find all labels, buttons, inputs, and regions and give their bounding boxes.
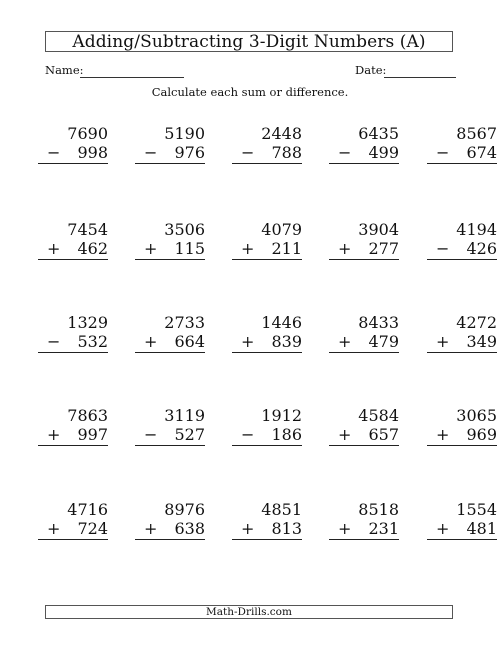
problem [135,313,205,353]
problem-bottom-row [427,519,497,540]
problem-top-number: 3119 [164,406,205,425]
problem-bottom-number: 638 [174,519,205,538]
minus-sign: − [47,332,61,351]
problem-bottom-number: 657 [368,425,399,444]
plus-sign: + [436,519,450,538]
problem-bottom-number: 115 [174,239,205,258]
name-label: Name: [45,63,84,77]
problem-bottom-row [38,519,108,540]
instructions: Calculate each sum or difference. [151,85,349,99]
problem [232,500,302,540]
problem [329,500,399,540]
problem-top-number: 7690 [67,124,108,143]
problem-bottom-row [329,332,399,353]
problem-bottom-row [38,332,108,353]
problem-bottom-number: 186 [271,425,302,444]
problem [427,220,497,260]
problem-bottom-row [329,425,399,446]
minus-sign: − [144,425,158,444]
problem-top-number: 5190 [164,124,205,143]
problem [427,124,497,164]
minus-sign: − [47,143,61,162]
minus-sign: − [436,143,450,162]
plus-sign: + [338,425,352,444]
minus-sign: − [338,143,352,162]
problem-bottom-number: 462 [77,239,108,258]
problem-bottom-row [232,239,302,260]
problem-bottom-number: 481 [466,519,497,538]
problem-bottom-number: 499 [368,143,399,162]
problem-top-number: 4194 [456,220,497,239]
problem-top-number: 3065 [456,406,497,425]
problem [232,220,302,260]
plus-sign: + [241,332,255,351]
problem-bottom-number: 998 [77,143,108,162]
problem [232,406,302,446]
problem-bottom-number: 969 [466,425,497,444]
problem [329,220,399,260]
minus-sign: − [144,143,158,162]
problem-top-number: 4079 [261,220,302,239]
problem-top-number: 2448 [261,124,302,143]
problem-bottom-number: 976 [174,143,205,162]
problem-bottom-row [135,239,205,260]
problem-top-number: 7454 [67,220,108,239]
problem [135,500,205,540]
problem-bottom-number: 664 [174,332,205,351]
worksheet-title: Adding/Subtracting 3-Digit Numbers (A) [45,31,453,52]
problem-bottom-number: 426 [466,239,497,258]
problem-top-number: 7863 [67,406,108,425]
problem [38,124,108,164]
plus-sign: + [144,332,158,351]
plus-sign: + [338,239,352,258]
problem-bottom-row [38,239,108,260]
problem-bottom-number: 997 [77,425,108,444]
problem [232,313,302,353]
problem-bottom-row [329,239,399,260]
problem-bottom-number: 231 [368,519,399,538]
date-label: Date: [355,63,387,77]
problem-bottom-number: 277 [368,239,399,258]
problem [135,220,205,260]
plus-sign: + [47,239,61,258]
plus-sign: + [241,519,255,538]
problem [329,124,399,164]
problem-top-number: 4716 [67,500,108,519]
problem [427,406,497,446]
problem-bottom-row [38,143,108,164]
problem-bottom-number: 788 [271,143,302,162]
minus-sign: − [241,425,255,444]
problem-top-number: 3904 [358,220,399,239]
plus-sign: + [338,519,352,538]
problem [329,406,399,446]
plus-sign: + [144,239,158,258]
problem [329,313,399,353]
problem-bottom-row [427,239,497,260]
problem-bottom-row [135,425,205,446]
problem-bottom-row [135,332,205,353]
problem-top-number: 1329 [67,313,108,332]
minus-sign: − [241,143,255,162]
problem-top-number: 3506 [164,220,205,239]
plus-sign: + [436,425,450,444]
problem-top-number: 4584 [358,406,399,425]
problem-bottom-number: 839 [271,332,302,351]
problem-top-number: 8433 [358,313,399,332]
problem-top-number: 8976 [164,500,205,519]
footer: Math-Drills.com [45,605,453,619]
plus-sign: + [47,425,61,444]
problem-bottom-row [232,425,302,446]
problem-bottom-number: 724 [77,519,108,538]
plus-sign: + [144,519,158,538]
minus-sign: − [436,239,450,258]
problem [135,406,205,446]
problem [427,313,497,353]
problem-top-number: 8518 [358,500,399,519]
problem-top-number: 8567 [456,124,497,143]
problem-bottom-row [427,425,497,446]
problem-bottom-number: 813 [271,519,302,538]
problem-top-number: 1554 [456,500,497,519]
problem-bottom-number: 532 [77,332,108,351]
problem-bottom-number: 479 [368,332,399,351]
problem-top-number: 4851 [261,500,302,519]
problem [38,313,108,353]
problem-top-number: 1446 [261,313,302,332]
problem-bottom-number: 674 [466,143,497,162]
problem [38,500,108,540]
problem-bottom-row [329,519,399,540]
problem-top-number: 2733 [164,313,205,332]
problem [135,124,205,164]
problem-bottom-number: 349 [466,332,497,351]
problem-bottom-row [427,332,497,353]
problem-bottom-row [427,143,497,164]
plus-sign: + [241,239,255,258]
plus-sign: + [338,332,352,351]
problem-top-number: 6435 [358,124,399,143]
problem [38,406,108,446]
problem-bottom-row [38,425,108,446]
problem-top-number: 1912 [261,406,302,425]
problem [232,124,302,164]
problem-bottom-row [232,332,302,353]
problem-bottom-number: 211 [271,239,302,258]
problem-bottom-row [329,143,399,164]
problem-bottom-row [135,519,205,540]
problem [38,220,108,260]
problem-bottom-row [232,143,302,164]
problem-bottom-number: 527 [174,425,205,444]
problem-bottom-row [135,143,205,164]
problem-top-number: 4272 [456,313,497,332]
plus-sign: + [47,519,61,538]
problem-bottom-row [232,519,302,540]
problem [427,500,497,540]
plus-sign: + [436,332,450,351]
